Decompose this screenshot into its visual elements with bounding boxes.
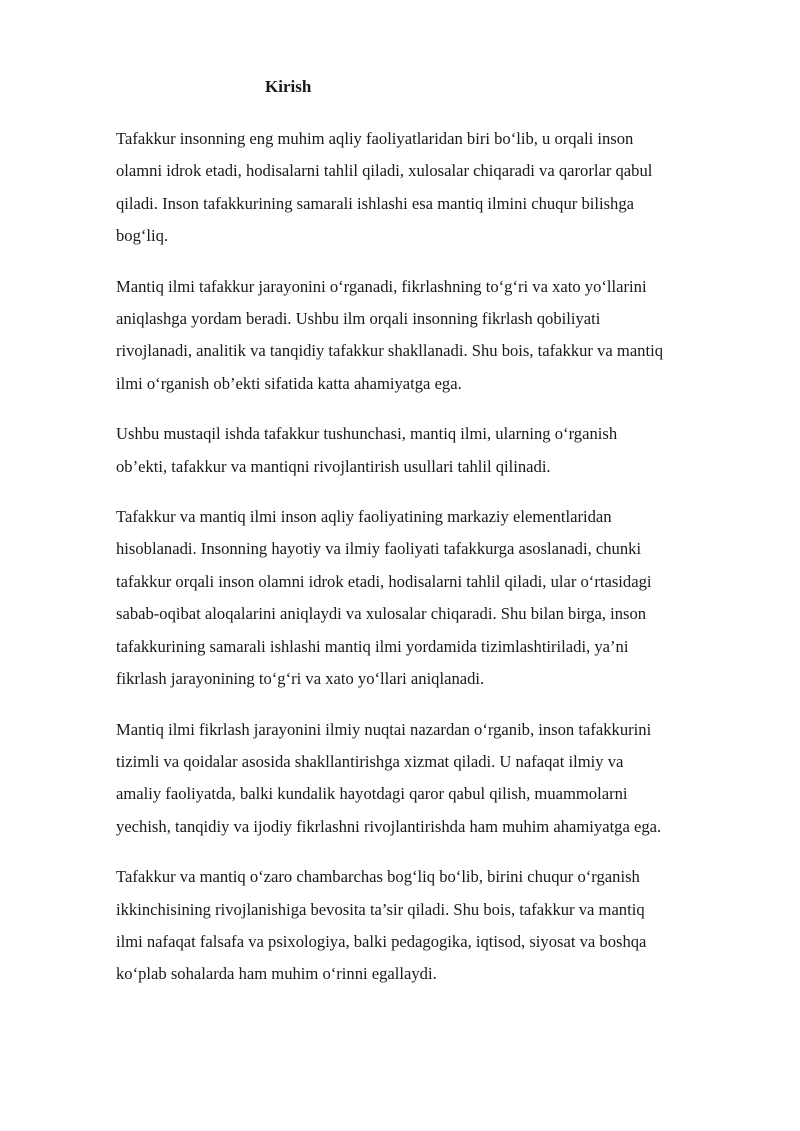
paragraph-line: Tafakkur va mantiq o‘zaro chambarchas bog‘liq bo‘lib, birini chuqur o‘rganish (116, 867, 640, 887)
paragraph-line: ko‘plab sohalarda ham muhim o‘rinni egallaydi. (116, 964, 437, 984)
page-heading: Kirish (265, 77, 312, 96)
paragraph-line: sabab-oqibat aloqalarini aniqlaydi va xulosalar chiqaradi. Shu bilan birga, inson (116, 604, 647, 624)
paragraph-line: aniqlashga yordam beradi. Ushbu ilm orqali insonning fikrlash qobiliyati (116, 309, 601, 329)
paragraph-line: bog‘liq. (116, 226, 169, 246)
paragraph-line: tafakkur orqali inson olamni idrok etadi, hodisalarni tahlil qiladi, ular o‘rtasidagi (116, 571, 652, 591)
paragraph-line: hisoblanadi. Insonning hayotiy va ilmiy faoliyati tafakkurga asoslanadi, chunki (116, 539, 642, 559)
paragraph-line: fikrlash jarayonining to‘g‘ri va xato yo‘llari aniqlanadi. (116, 669, 485, 689)
document-body (116, 123, 738, 1009)
paragraph-line: tafakkurining samarali ishlashi mantiq ilmi yordamida tizimlashtiriladi, ya’ni (116, 636, 629, 656)
paragraph-line: rivojlanadi, analitik va tanqidiy tafakkur shakllanadi. Shu bois, tafakkur va mantiq (116, 341, 663, 361)
paragraph (116, 123, 738, 253)
paragraph-line: olamni idrok etadi, hodisalarni tahlil qiladi, xulosalar chiqaradi va qarorlar qabul (116, 161, 653, 181)
paragraph-line: Ushbu mustaqil ishda tafakkur tushunchasi, mantiq ilmi, ularning o‘rganish (116, 424, 618, 444)
paragraph (116, 714, 738, 844)
paragraph (116, 271, 738, 401)
paragraph-line: qiladi. Inson tafakkurining samarali ishlashi esa mantiq ilmini chuqur bilishga (116, 193, 634, 213)
paragraph (116, 418, 738, 483)
paragraph-line: ilmi nafaqat falsafa va psixologiya, balki pedagogika, iqtisod, siyosat va boshqa (116, 931, 647, 951)
paragraph-line: tizimli va qoidalar asosida shakllantirishga xizmat qiladi. U nafaqat ilmiy va (116, 751, 624, 771)
paragraph-line: Tafakkur va mantiq ilmi inson aqliy faoliyatining markaziy elementlaridan (116, 507, 612, 527)
paragraph-line: ilmi o‘rganish ob’ekti sifatida katta ahamiyatga ega. (116, 373, 462, 393)
paragraph-line: Mantiq ilmi fikrlash jarayonini ilmiy nuqtai nazardan o‘rganib, inson tafakkurini (116, 719, 652, 739)
paragraph-line: yechish, tanqidiy va ijodiy fikrlashni rivojlantirishda ham muhim ahamiyatga ega. (116, 816, 662, 836)
paragraph-line: amaliy faoliyatda, balki kundalik hayotdagi qaror qabul qilish, muammolarni (116, 784, 628, 804)
paragraph (116, 861, 738, 991)
paragraph-line: ob’ekti, tafakkur va mantiqni rivojlantirish usullari tahlil qilinadi. (116, 456, 551, 476)
paragraph-line: Mantiq ilmi tafakkur jarayonini o‘rganadi, fikrlashning to‘g‘ri va xato yo‘llarini (116, 276, 647, 296)
paragraph-line: ikkinchisining rivojlanishiga bevosita ta’sir qiladi. Shu bois, tafakkur va mantiq (116, 899, 645, 919)
paragraph-line: Tafakkur insonning eng muhim aqliy faoliyatlaridan biri bo‘lib, u orqali inson (116, 129, 634, 148)
paragraph (116, 501, 738, 695)
